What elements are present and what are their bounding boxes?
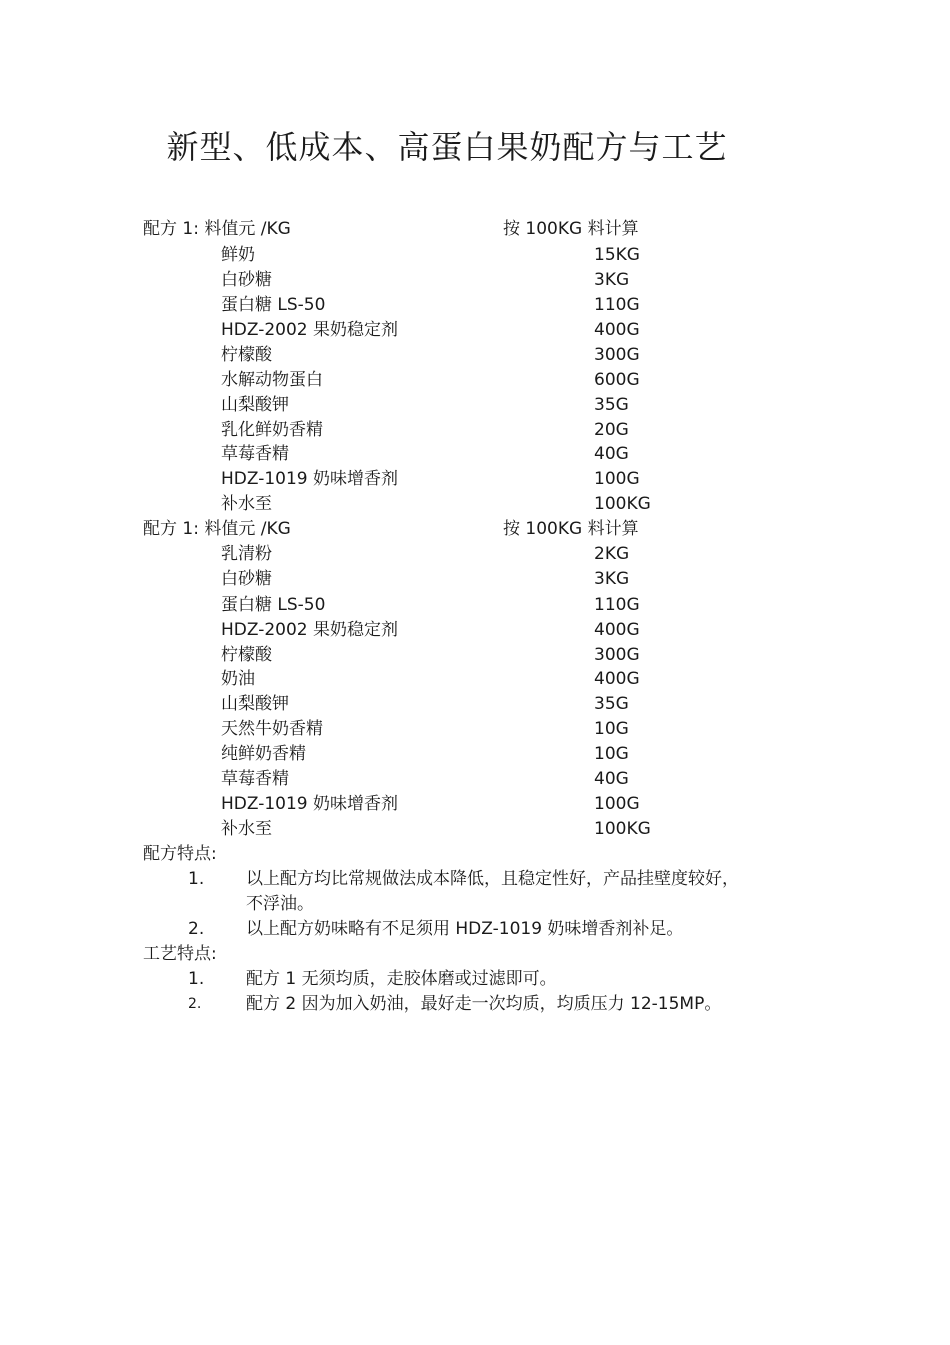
ingredient-qty: 35G — [594, 694, 629, 714]
ingredient-name: 蛋白糖 LS-50 — [221, 595, 326, 615]
ingredient-name: HDZ-1019 奶味增香剂 — [221, 794, 399, 814]
ingredient-name: 白砂糖 — [221, 270, 272, 290]
document-title: 新型、低成本、高蛋白果奶配方与工艺 — [166, 128, 728, 166]
ingredient-name: 水解动物蛋白 — [221, 370, 323, 390]
ingredient-qty: 3KG — [594, 569, 630, 589]
ingredient-name: 鲜奶 — [221, 245, 255, 265]
ingredient-name: HDZ-1019 奶味增香剂 — [221, 469, 399, 489]
ingredient-name: 草莓香精 — [221, 769, 289, 789]
formula-1-header: 配方 1: 料值元 /KG — [143, 219, 291, 239]
ingredient-qty: 100G — [594, 469, 640, 489]
ingredient-qty: 400G — [594, 620, 640, 640]
ingredient-qty: 40G — [594, 444, 629, 464]
ingredient-name: 补水至 — [221, 494, 272, 514]
features-heading: 配方特点: — [143, 844, 217, 864]
ingredient-name: 柠檬酸 — [221, 645, 272, 665]
ingredient-qty: 400G — [594, 320, 640, 340]
ingredient-qty: 300G — [594, 645, 640, 665]
process-point-number: 2. — [188, 996, 202, 1012]
ingredient-qty: 100KG — [594, 819, 651, 839]
ingredient-name: HDZ-2002 果奶稳定剂 — [221, 620, 399, 640]
process-point-text: 配方 2 因为加入奶油，最好走一次均质，均质压力 12-15MP。 — [246, 994, 722, 1014]
ingredient-qty: 100KG — [594, 494, 651, 514]
ingredient-name: 纯鲜奶香精 — [221, 744, 306, 764]
ingredient-name: 白砂糖 — [221, 569, 272, 589]
ingredient-qty: 110G — [594, 295, 640, 315]
ingredient-name: 奶油 — [221, 669, 255, 689]
formula-2-header: 配方 1: 料值元 /KG — [143, 519, 291, 539]
process-point-text: 配方 1 无须均质，走胶体磨或过滤即可。 — [246, 969, 557, 989]
ingredient-name: 乳清粉 — [221, 544, 272, 564]
ingredient-name: 蛋白糖 LS-50 — [221, 295, 326, 315]
ingredient-qty: 35G — [594, 395, 629, 415]
process-heading: 工艺特点: — [143, 944, 217, 964]
ingredient-name: 山梨酸钾 — [221, 395, 289, 415]
ingredient-qty: 10G — [594, 744, 629, 764]
features-point-text: 以上配方均比常规做法成本降低，且稳定性好，产品挂壁度较好， — [246, 869, 739, 889]
ingredient-qty: 2KG — [594, 544, 630, 564]
ingredient-qty: 300G — [594, 345, 640, 365]
ingredient-qty: 400G — [594, 669, 640, 689]
ingredient-qty: 3KG — [594, 270, 630, 290]
formula-1-basis: 按 100KG 料计算 — [503, 219, 639, 239]
features-point-number: 2. — [188, 919, 205, 939]
ingredient-name: 天然牛奶香精 — [221, 719, 323, 739]
ingredient-name: 柠檬酸 — [221, 345, 272, 365]
formula-2-basis: 按 100KG 料计算 — [503, 519, 639, 539]
ingredient-qty: 600G — [594, 370, 640, 390]
ingredient-name: 草莓香精 — [221, 444, 289, 464]
features-point-number: 1. — [188, 869, 205, 889]
ingredient-qty: 100G — [594, 794, 640, 814]
process-point-number: 1. — [188, 969, 205, 989]
ingredient-name: HDZ-2002 果奶稳定剂 — [221, 320, 399, 340]
ingredient-name: 补水至 — [221, 819, 272, 839]
ingredient-qty: 10G — [594, 719, 629, 739]
ingredient-qty: 15KG — [594, 245, 640, 265]
features-point-text: 以上配方奶味略有不足须用 HDZ-1019 奶味增香剂补足。 — [246, 919, 684, 939]
ingredient-qty: 40G — [594, 769, 629, 789]
ingredient-qty: 20G — [594, 420, 629, 440]
ingredient-qty: 110G — [594, 595, 640, 615]
features-point-text-cont: 不浮油。 — [246, 894, 314, 914]
ingredient-name: 乳化鲜奶香精 — [221, 420, 323, 440]
ingredient-name: 山梨酸钾 — [221, 694, 289, 714]
